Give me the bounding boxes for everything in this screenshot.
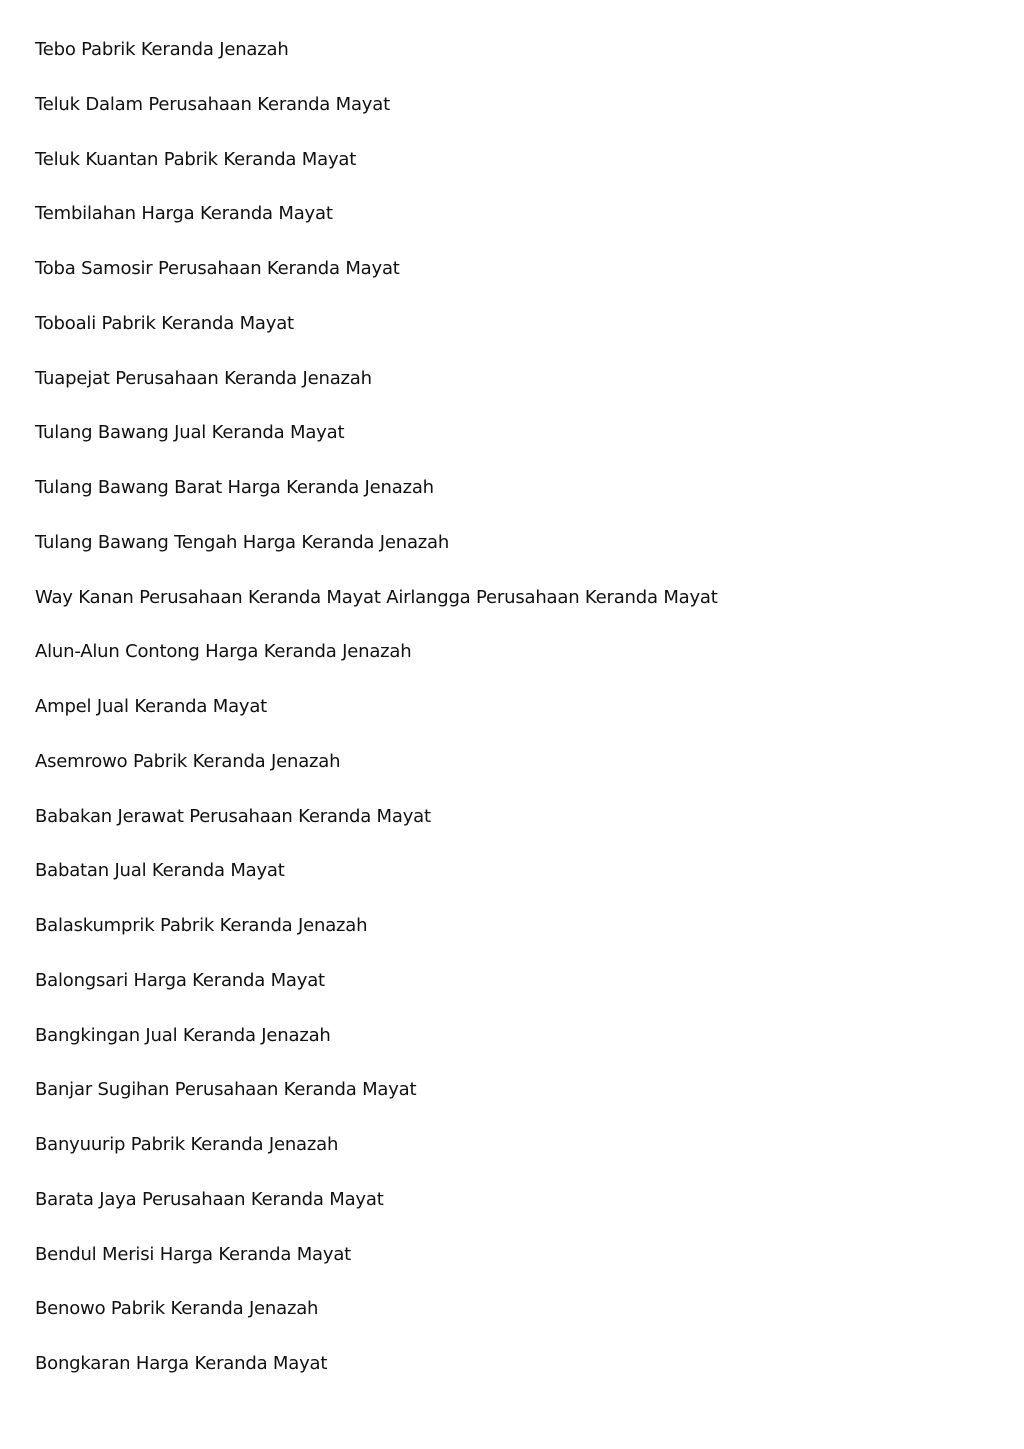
text-line: Barata Jaya Perusahaan Keranda Mayat bbox=[35, 1188, 384, 1210]
text-line: Benowo Pabrik Keranda Jenazah bbox=[35, 1298, 319, 1320]
text-line: Bendul Merisi Harga Keranda Mayat bbox=[35, 1243, 352, 1265]
text-line: Tuapejat Perusahaan Keranda Jenazah bbox=[35, 367, 372, 389]
text-line: Tulang Bawang Barat Harga Keranda Jenazah bbox=[35, 477, 434, 498]
text-line: Banjar Sugihan Perusahaan Keranda Mayat bbox=[35, 1079, 417, 1101]
text-line: Balongsari Harga Keranda Mayat bbox=[35, 969, 325, 991]
text-line: Tulang Bawang Tengah Harga Keranda Jenazah bbox=[35, 531, 450, 553]
text-line: Teluk Dalam Perusahaan Keranda Mayat bbox=[35, 93, 390, 115]
text-line: Teluk Kuantan Pabrik Keranda Mayat bbox=[35, 148, 357, 170]
text-line: Tebo Pabrik Keranda Jenazah bbox=[35, 39, 289, 60]
text-line: Balaskumprik Pabrik Keranda Jenazah bbox=[35, 915, 368, 936]
text-line: Banyuurip Pabrik Keranda Jenazah bbox=[35, 1134, 339, 1155]
text-line: Tembilahan Harga Keranda Mayat bbox=[35, 203, 333, 225]
text-line: Bangkingan Jual Keranda Jenazah bbox=[35, 1024, 331, 1046]
text-line: Toba Samosir Perusahaan Keranda Mayat bbox=[35, 258, 400, 279]
text-line-list bbox=[35, 36, 718, 1405]
text-line: Way Kanan Perusahaan Keranda Mayat Airlangga Perusahaan Keranda Mayat bbox=[35, 586, 718, 608]
text-line: Ampel Jual Keranda Mayat bbox=[35, 696, 268, 717]
text-line: Babatan Jual Keranda Mayat bbox=[35, 860, 285, 882]
text-line: Babakan Jerawat Perusahaan Keranda Mayat bbox=[35, 805, 431, 827]
text-line: Tulang Bawang Jual Keranda Mayat bbox=[35, 422, 345, 444]
text-line: Asemrowo Pabrik Keranda Jenazah bbox=[35, 750, 341, 772]
text-line: Alun-Alun Contong Harga Keranda Jenazah bbox=[35, 641, 412, 663]
text-line: Toboali Pabrik Keranda Mayat bbox=[35, 312, 294, 334]
text-line: Bongkaran Harga Keranda Mayat bbox=[35, 1353, 328, 1374]
